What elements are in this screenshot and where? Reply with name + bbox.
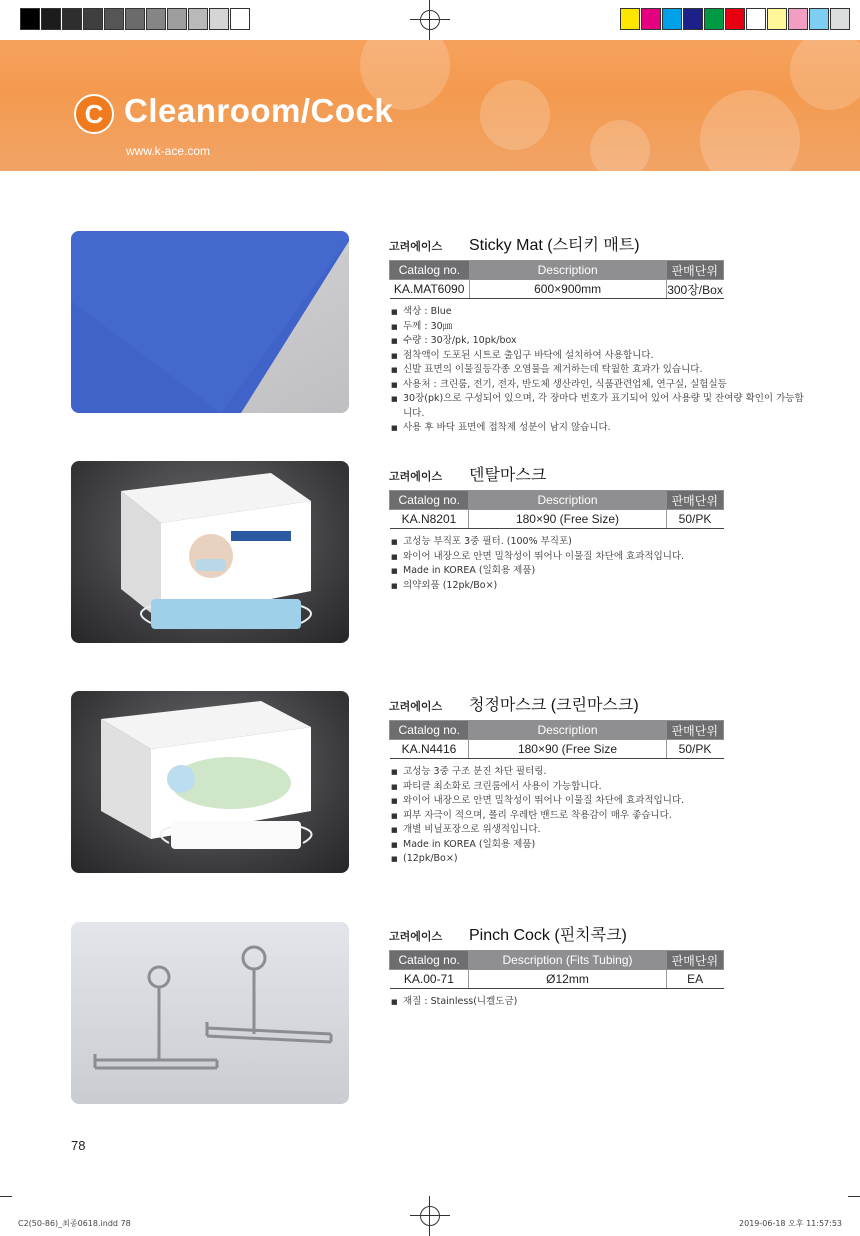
list-item: ■ 사용처 : 크린룸, 전기, 전자, 반도체 생산라인, 식품관련업체, 연구실, 실험실등 bbox=[389, 378, 809, 393]
list-item: ■ 와이어 내장으로 안면 밀착성이 뛰어나 이물질 차단에 효과적입니다. bbox=[389, 794, 809, 809]
header-unit: 판매단위 bbox=[666, 951, 723, 970]
color-swatch bbox=[788, 8, 808, 30]
list-item: ■ 피부 자극이 적으며, 폴리 우레탄 밴드로 착용감이 매우 좋습니다. bbox=[389, 809, 809, 824]
page-number: 78 bbox=[71, 1138, 86, 1153]
crop-mark bbox=[0, 1196, 12, 1197]
list-item: ■ 고성능 부직포 3중 필터. (100% 부직포) bbox=[389, 535, 809, 550]
list-item: ■ 재질 : Stainless(니켈도금) bbox=[389, 995, 809, 1010]
product-name: Sticky Mat (스티키 매트) bbox=[469, 237, 640, 254]
color-swatch bbox=[146, 8, 166, 30]
color-swatch bbox=[209, 8, 229, 30]
grayscale-swatches bbox=[20, 8, 251, 30]
color-swatch bbox=[230, 8, 250, 30]
crop-mark bbox=[848, 1196, 860, 1197]
spec-table bbox=[389, 720, 724, 759]
color-swatch bbox=[683, 8, 703, 30]
header-catalog: Catalog no. bbox=[390, 261, 470, 280]
footer-timestamp: 2019-06-18 오후 11:57:53 bbox=[739, 1219, 842, 1228]
footer-file-name: C2(50-86)_최종0618.indd 78 bbox=[18, 1219, 131, 1228]
list-item: ■ 의약외품 (12pk/Bo×) bbox=[389, 579, 809, 594]
product-brand: 고려에이스 bbox=[389, 930, 443, 943]
description: 180×90 (Free Size bbox=[469, 740, 666, 759]
color-swatch bbox=[41, 8, 61, 30]
catalog-no: KA.MAT6090 bbox=[390, 280, 470, 299]
list-item: ■ 점착액이 도포된 시트로 출입구 바닥에 설치하여 사용합니다. bbox=[389, 349, 809, 364]
sales-unit: 50/PK bbox=[666, 740, 723, 759]
color-swatch bbox=[62, 8, 82, 30]
pinch-cock-photo bbox=[71, 922, 349, 1104]
product-pinch-cock bbox=[389, 922, 725, 1010]
color-swatch bbox=[830, 8, 850, 30]
section-badge: C bbox=[74, 94, 114, 134]
table-row bbox=[390, 510, 724, 529]
color-swatch bbox=[188, 8, 208, 30]
color-swatch bbox=[767, 8, 787, 30]
table-row bbox=[390, 280, 724, 299]
registration-crosshair-top bbox=[410, 0, 450, 40]
header-description: Description bbox=[469, 491, 666, 510]
product-clean-mask bbox=[389, 692, 725, 867]
header-unit: 판매단위 bbox=[666, 491, 723, 510]
catalog-no: KA.00-71 bbox=[390, 970, 469, 989]
header-catalog: Catalog no. bbox=[390, 951, 469, 970]
color-swatch bbox=[20, 8, 40, 30]
header-description: Description bbox=[469, 721, 666, 740]
color-swatch bbox=[641, 8, 661, 30]
product-name: 청정마스크 (크린마스크) bbox=[469, 697, 639, 714]
color-swatch bbox=[662, 8, 682, 30]
product-brand: 고려에이스 bbox=[389, 700, 443, 713]
list-item: ■ 신발 표면의 이물질등각종 오염물을 제거하는데 탁월한 효과가 있습니다. bbox=[389, 363, 809, 378]
color-swatch bbox=[620, 8, 640, 30]
list-item: ■ 고성능 3중 구조 분진 차단 필터링. bbox=[389, 765, 809, 780]
decorative-bubble bbox=[790, 40, 860, 110]
color-swatch bbox=[125, 8, 145, 30]
spec-table bbox=[389, 260, 724, 299]
sticky-mat-photo bbox=[71, 231, 349, 413]
table-row bbox=[390, 970, 724, 989]
header-unit: 판매단위 bbox=[666, 721, 723, 740]
catalog-no: KA.N8201 bbox=[390, 510, 469, 529]
feature-list bbox=[389, 765, 809, 867]
catalog-no: KA.N4416 bbox=[390, 740, 469, 759]
product-brand: 고려에이스 bbox=[389, 240, 443, 253]
list-item: ■ 색상 : Blue bbox=[389, 305, 809, 320]
list-item: ■ Made in KOREA (일회용 제품) bbox=[389, 838, 809, 853]
description: 180×90 (Free Size) bbox=[469, 510, 666, 529]
list-item: ■ Made in KOREA (일회용 제품) bbox=[389, 564, 809, 579]
section-banner bbox=[0, 40, 860, 171]
decorative-bubble bbox=[700, 90, 800, 171]
product-sticky-mat bbox=[389, 232, 804, 436]
dental-mask-box-illustration bbox=[71, 461, 349, 643]
color-swatch bbox=[809, 8, 829, 30]
table-row bbox=[390, 740, 724, 759]
decorative-bubble bbox=[480, 80, 550, 150]
description: Ø12mm bbox=[469, 970, 666, 989]
sticky-mat-illustration bbox=[71, 231, 349, 413]
list-item: ■ 사용 후 바닥 표면에 접착제 성분이 남지 않습니다. bbox=[389, 421, 809, 436]
sales-unit: 300장/Box bbox=[666, 280, 723, 299]
list-item: ■ 파티클 최소화로 크린룸에서 사용이 가능합니다. bbox=[389, 780, 809, 795]
spec-table bbox=[389, 490, 724, 529]
header-catalog: Catalog no. bbox=[390, 491, 469, 510]
pinch-cock-illustration bbox=[71, 922, 349, 1104]
color-swatch bbox=[746, 8, 766, 30]
feature-list bbox=[389, 995, 809, 1010]
feature-list bbox=[389, 305, 809, 436]
clean-mask-box-illustration bbox=[71, 691, 349, 873]
website-url: www.k-ace.com bbox=[126, 144, 211, 158]
color-swatches bbox=[620, 8, 851, 30]
list-item: ■ 두께 : 30㎛ bbox=[389, 320, 809, 335]
header-description: Description bbox=[469, 261, 666, 280]
product-brand: 고려에이스 bbox=[389, 470, 443, 483]
header-unit: 판매단위 bbox=[666, 261, 723, 280]
feature-list bbox=[389, 535, 809, 593]
page-title: Cleanroom/Cock bbox=[124, 92, 394, 129]
list-item: ■ 개별 비닐포장으로 위생적입니다. bbox=[389, 823, 809, 838]
decorative-bubble bbox=[590, 120, 650, 171]
header-catalog: Catalog no. bbox=[390, 721, 469, 740]
dental-mask-photo bbox=[71, 461, 349, 643]
product-name: 덴탈마스크 bbox=[469, 467, 547, 484]
color-swatch bbox=[83, 8, 103, 30]
header-description: Description (Fits Tubing) bbox=[469, 951, 666, 970]
list-item: ■ (12pk/Bo×) bbox=[389, 852, 809, 867]
color-swatch bbox=[167, 8, 187, 30]
list-item: ■ 30장(pk)으로 구성되어 있으며, 각 장마다 번호가 표기되어 있어 사용량 및 잔여량 확인이 가능합니다. bbox=[389, 392, 809, 421]
list-item: ■ 수량 : 30장/pk, 10pk/box bbox=[389, 334, 809, 349]
sales-unit: 50/PK bbox=[666, 510, 723, 529]
list-item: ■ 와이어 내장으로 안면 밀착성이 뛰어나 이물질 차단에 효과적입니다. bbox=[389, 550, 809, 565]
clean-mask-photo bbox=[71, 691, 349, 873]
sales-unit: EA bbox=[666, 970, 723, 989]
product-name: Pinch Cock (핀치콕크) bbox=[469, 927, 627, 944]
product-dental-mask bbox=[389, 462, 725, 593]
description: 600×900mm bbox=[469, 280, 666, 299]
color-swatch bbox=[704, 8, 724, 30]
registration-crosshair-bottom bbox=[410, 1196, 450, 1236]
color-swatch bbox=[725, 8, 745, 30]
spec-table bbox=[389, 950, 724, 989]
color-swatch bbox=[104, 8, 124, 30]
